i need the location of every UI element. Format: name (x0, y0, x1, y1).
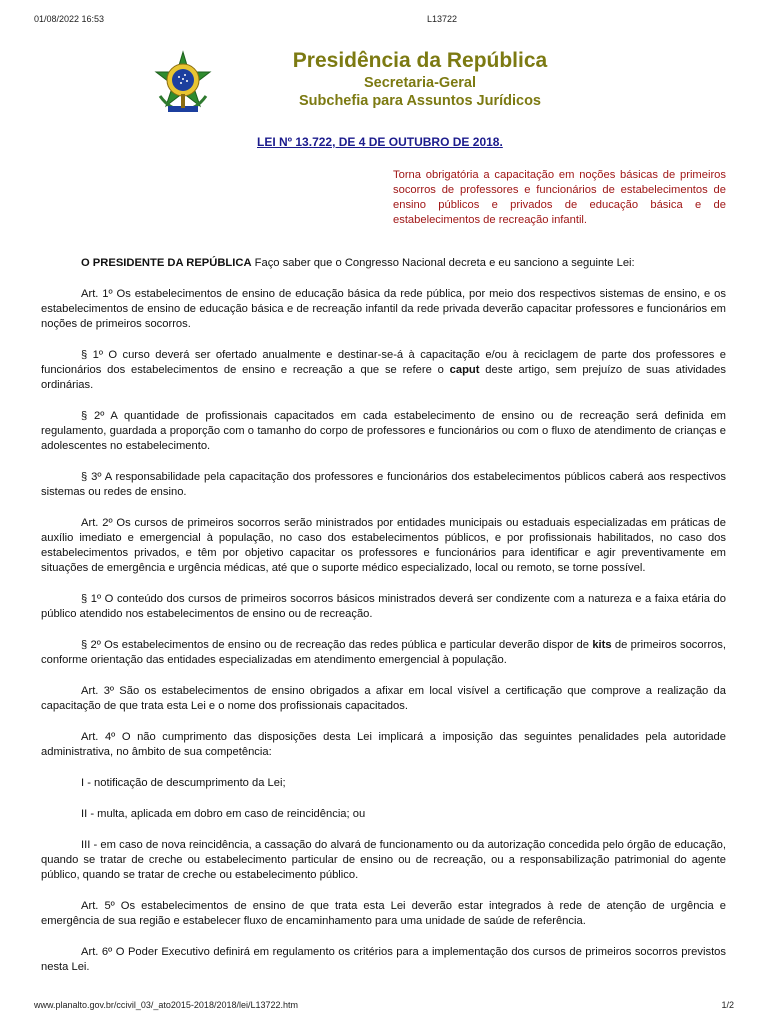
masthead-presidency: Presidência da República (292, 49, 548, 72)
law-body (41, 256, 726, 991)
article-2-paragraph-2 (41, 638, 726, 668)
masthead-secretariat: Secretaria-Geral (363, 75, 477, 91)
article-1-paragraph-1-text: § 1º O curso deverá ser ofertado anualmente e destinar-se-á à capacitação e/ou à reciclagem de parte dos professores e funcionários dos estabelecimentos de ensino e recreação a que se refere o (41, 349, 726, 376)
masthead-subchefia: Subchefia para Assuntos Jurídicos (299, 93, 541, 109)
brazil-coat-of-arms-icon (150, 50, 216, 116)
ementa: Torna obrigatória a capacitação em noções básicas de primeiros socorros de professores e funcionários de estabelecimentos de ensino públicos e privados de educação básica e de estabelecimentos de recreação infantil. (393, 169, 726, 226)
article-2-paragraph-2-rest: de primeiros socorros, conforme orientação das entidades especializadas em atendimento emergencial à população. (41, 639, 726, 666)
print-page-number: 1/2 (721, 1000, 734, 1010)
article-4-item-ii: II - multa, aplicada em dobro em caso de reincidência; ou (81, 808, 366, 820)
law-title-link[interactable]: LEI Nº 13.722, DE 4 DE OUTUBRO DE 2018. (257, 135, 503, 149)
preamble (41, 256, 726, 271)
article-1-paragraph-3: § 3º A responsabilidade pela capacitação dos professores e funcionários dos estabelecimentos públicos caberá aos respectivos sistemas ou redes de ensino. (41, 471, 726, 498)
article-2: Art. 2º Os cursos de primeiros socorros serão ministrados por entidades municipais ou estaduais especializadas em práticas de auxílio imediato e emergencial à população, no caso dos estabelecimentos públicos, e por profissionais habilitados, no caso dos estabelecimentos privados, e têm por objetivo capacitar os professores e funcionários para identificar e agir preventivamente em situações de emergência e urgência médicas, até que o suporte médico especializado, local ou remoto, se torne possível. (41, 517, 726, 574)
article-3: Art. 3º São os estabelecimentos de ensino obrigados a afixar em local visível a certificação que comprove a realização da capacitação de que trata esta Lei e o nome dos profissionais capacitados. (41, 685, 726, 712)
print-datetime: 01/08/2022 16:53 (34, 14, 105, 24)
preamble-president: O PRESIDENTE DA REPÚBLICA (81, 257, 252, 269)
article-2-paragraph-2-text: § 2º Os estabelecimentos de ensino ou de recreação das redes pública e particular deverão dispor de (81, 639, 593, 651)
article-5: Art. 5º Os estabelecimentos de ensino de que trata esta Lei deverão estar integrados à rede de atenção de urgência e emergência de sua região e estabelecer fluxo de encaminhamento para uma unidade de saúde de referência. (41, 900, 726, 927)
article-4-item-iii: III - em caso de nova reincidência, a cassação do alvará de funcionamento ou da autorização concedida pelo órgão de educação, quando se tratar de creche ou estabelecimento particular de ensino ou de recreação, ou a responsabilização patrimonial do agente público, quando se tratar de creche ou estabelecimento público. (41, 839, 726, 881)
kits-term: kits (592, 639, 612, 651)
article-4-item-i: I - notificação de descumprimento da Lei; (81, 777, 286, 789)
article-1-paragraph-2: § 2º A quantidade de profissionais capacitados em cada estabelecimento de ensino ou de recreação será definida em regulamento, guardada a proporção com o tamanho do corpo de professores e funcionários ou com o fluxo de atendimento de crianças e adolescentes no estabelecimento. (41, 410, 726, 452)
print-url: www.planalto.gov.br/ccivil_03/_ato2015-2018/2018/lei/L13722.htm (34, 1000, 299, 1010)
caput-term: caput (449, 364, 480, 376)
preamble-text: Faço saber que o Congresso Nacional decreta e eu sanciono a seguinte Lei: (251, 257, 635, 269)
article-4: Art. 4º O não cumprimento das disposições desta Lei implicará a imposição das seguintes penalidades pela autoridade administrativa, no âmbito de sua competência: (41, 731, 726, 758)
print-header (34, 14, 734, 28)
print-footer (34, 1000, 734, 1014)
print-page-title: L13722 (427, 14, 458, 24)
article-1-paragraph-1 (41, 348, 726, 393)
article-2-paragraph-1: § 1º O conteúdo dos cursos de primeiros socorros básicos ministrados deverá ser condizente com a natureza e a faixa etária do público atendido nos estabelecimentos de ensino ou de recreação. (41, 593, 726, 620)
article-1-paragraph-1-rest: deste artigo, sem prejuízo de suas atividades ordinárias. (41, 364, 726, 391)
article-1: Art. 1º Os estabelecimentos de ensino de educação básica da rede pública, por meio dos respectivos sistemas de ensino, e os estabelecimentos de ensino de educação básica e de recreação infantil da rede privada deverão capacitar professores e funcionários em noções de primeiros socorros. (41, 288, 726, 330)
article-6: Art. 6º O Poder Executivo definirá em regulamento os critérios para a implementação dos cursos de primeiros socorros previstos nesta Lei. (41, 946, 726, 973)
masthead (260, 48, 580, 110)
